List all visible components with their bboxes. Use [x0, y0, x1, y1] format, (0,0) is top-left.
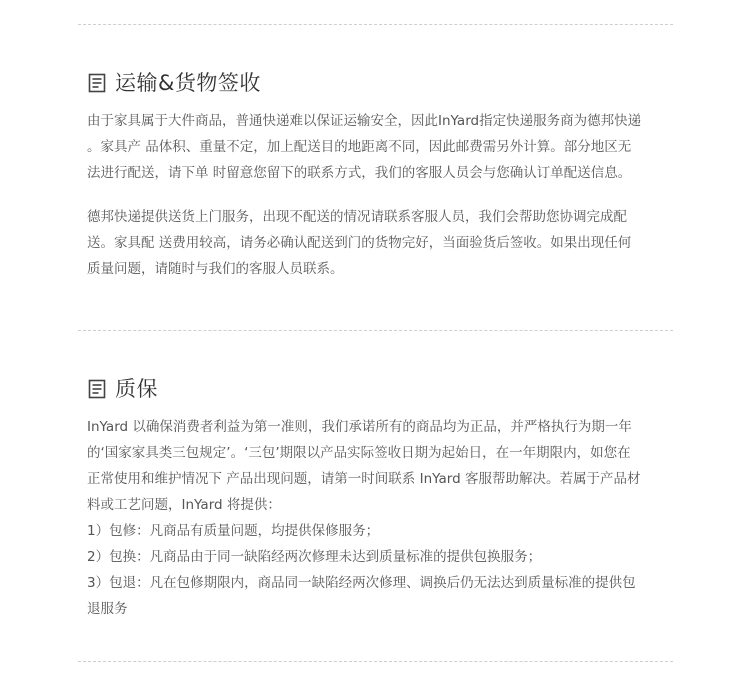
document-icon — [87, 379, 107, 399]
warranty-title: 质保 — [115, 377, 158, 401]
text-line: 正常使用和维护情况下 产品出现问题，请第一时间联系 InYard 客服帮助解决。若属于产品材 — [87, 471, 641, 487]
text-line: InYard 以确保消费者利益为第一准则，我们承诺所有的商品均为正品，并严格执行为期一年 — [87, 419, 632, 435]
shipping-heading — [87, 67, 667, 99]
bottom-divider — [78, 661, 673, 662]
text-line: 由于家具属于大件商品，普通快递难以保证运输安全，因此InYard指定快递服务商为德邦快递 — [87, 113, 642, 129]
text-line: 德邦快递提供送货上门服务，出现不配送的情况请联系客服人员，我们会帮助您协调完成配 — [87, 209, 627, 225]
text-line: 料或工艺问题，InYard 将提供： — [87, 497, 281, 513]
shipping-section — [87, 67, 667, 282]
text-line: 3）包退：凡在包修期限内，商品同一缺陷经两次修理、调换后仍无法达到质量标准的提供包 — [87, 575, 636, 591]
text-line: 2）包换：凡商品由于同一缺陷经两次修理未达到质量标准的提供包换服务； — [87, 549, 542, 565]
shipping-title: 运输&货物签收 — [115, 71, 261, 95]
shipping-paragraph-2 — [87, 204, 667, 282]
text-line: 质量问题，请随时与我们的客服人员联系。 — [87, 261, 344, 277]
document-icon — [87, 73, 107, 93]
text-line: 送。家具配 送费用较高，请务必确认配送到门的货物完好，当面验货后签收。如果出现任何 — [87, 235, 632, 251]
text-line: 退服务 — [87, 601, 128, 617]
warranty-paragraph — [87, 414, 667, 622]
top-divider — [78, 24, 673, 25]
shipping-paragraph-1 — [87, 108, 667, 186]
middle-divider — [78, 330, 673, 331]
text-line: 1）包修：凡商品有质量问题，均提供保修服务； — [87, 523, 380, 539]
warranty-section — [87, 373, 667, 622]
text-line: 的‘国家家具类三包规定’。‘三包’期限以产品实际签收日期为起始日，在一年期限内，如您在 — [87, 445, 631, 461]
warranty-heading — [87, 373, 667, 405]
text-line: 法进行配送，请下单 时留意您留下的联系方式，我们的客服人员会与您确认订单配送信息。 — [87, 165, 632, 181]
text-line: 。家具产 品体积、重量不定，加上配送目的地距离不同，因此邮费需另外计算。部分地区无 — [87, 139, 632, 155]
